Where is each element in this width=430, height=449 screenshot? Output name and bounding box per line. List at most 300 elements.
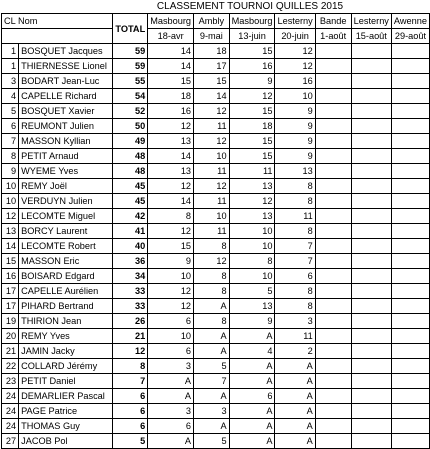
name-cell[interactable]: THIRION Jean: [19, 314, 113, 329]
score-cell[interactable]: A: [275, 374, 315, 389]
score-cell[interactable]: [351, 134, 391, 149]
score-cell[interactable]: [315, 119, 351, 134]
score-cell[interactable]: 9: [148, 254, 194, 269]
score-cell[interactable]: A: [194, 419, 230, 434]
score-cell[interactable]: 13: [275, 164, 315, 179]
score-cell[interactable]: [391, 329, 429, 344]
rank-cell[interactable]: 22: [2, 359, 19, 374]
score-cell[interactable]: [391, 419, 429, 434]
rank-cell[interactable]: 14: [2, 239, 19, 254]
rank-cell[interactable]: 24: [2, 389, 19, 404]
name-cell[interactable]: VERDUYN Julien: [19, 194, 113, 209]
score-cell[interactable]: [391, 344, 429, 359]
score-cell[interactable]: 7: [194, 374, 230, 389]
score-cell[interactable]: [315, 314, 351, 329]
header-event[interactable]: Lesterny: [275, 14, 315, 29]
score-cell[interactable]: 18: [194, 44, 230, 59]
table-row: [2, 134, 430, 149]
score-cell[interactable]: 10: [148, 329, 194, 344]
score-cell[interactable]: 9: [275, 134, 315, 149]
rank-cell[interactable]: 12: [2, 209, 19, 224]
header-row: [2, 14, 430, 29]
score-cell[interactable]: A: [229, 359, 275, 374]
score-cell[interactable]: 7: [275, 239, 315, 254]
score-cell[interactable]: [315, 44, 351, 59]
score-cell[interactable]: [391, 254, 429, 269]
score-cell[interactable]: [315, 59, 351, 74]
header-event[interactable]: Lesterny: [351, 14, 391, 29]
header-date[interactable]: 15-août: [351, 29, 391, 44]
name-cell[interactable]: BOSQUET Xavier: [19, 104, 113, 119]
score-cell[interactable]: [351, 269, 391, 284]
score-cell[interactable]: [351, 359, 391, 374]
score-cell[interactable]: A: [194, 344, 230, 359]
rank-cell[interactable]: 3: [2, 74, 19, 89]
score-cell[interactable]: [391, 74, 429, 89]
score-cell[interactable]: [391, 59, 429, 74]
score-cell[interactable]: [351, 374, 391, 389]
rank-cell[interactable]: 5: [2, 104, 19, 119]
total-cell[interactable]: 52: [113, 104, 148, 119]
score-cell[interactable]: [315, 344, 351, 359]
score-cell[interactable]: [351, 239, 391, 254]
score-cell[interactable]: [315, 194, 351, 209]
name-cell[interactable]: LECOMTE Robert: [19, 239, 113, 254]
score-cell[interactable]: 12: [194, 254, 230, 269]
score-cell[interactable]: [315, 209, 351, 224]
score-cell[interactable]: 12: [194, 179, 230, 194]
score-cell[interactable]: 9: [229, 314, 275, 329]
rank-cell[interactable]: 1: [2, 59, 19, 74]
name-cell[interactable]: COLLARD Jérémy: [19, 359, 113, 374]
header-cl-nom[interactable]: CL Nom: [2, 14, 113, 29]
total-cell[interactable]: 7: [113, 374, 148, 389]
table-row: [2, 329, 430, 344]
score-cell[interactable]: 6: [148, 344, 194, 359]
score-cell[interactable]: [315, 419, 351, 434]
header-event[interactable]: Masbourg: [148, 14, 194, 29]
score-cell[interactable]: [351, 194, 391, 209]
score-cell[interactable]: [351, 434, 391, 449]
ranking-table: [1, 13, 430, 449]
score-cell[interactable]: [391, 44, 429, 59]
score-cell[interactable]: 10: [229, 239, 275, 254]
score-cell[interactable]: [315, 299, 351, 314]
header-event[interactable]: Masbourg: [229, 14, 275, 29]
name-cell[interactable]: JACOB Pol: [19, 434, 113, 449]
score-cell[interactable]: 13: [229, 299, 275, 314]
table-row: [2, 179, 430, 194]
name-cell[interactable]: PETIT Arnaud: [19, 149, 113, 164]
name-cell[interactable]: REMY Joël: [19, 179, 113, 194]
score-cell[interactable]: 9: [275, 119, 315, 134]
score-cell[interactable]: [391, 209, 429, 224]
rank-cell[interactable]: 24: [2, 419, 19, 434]
score-cell[interactable]: 3: [148, 404, 194, 419]
score-cell[interactable]: [351, 179, 391, 194]
score-cell[interactable]: 8: [275, 284, 315, 299]
name-cell[interactable]: MASSON Kyllian: [19, 134, 113, 149]
name-cell[interactable]: PETIT Daniel: [19, 374, 113, 389]
score-cell[interactable]: 4: [229, 344, 275, 359]
name-cell[interactable]: MASSON Eric: [19, 254, 113, 269]
score-cell[interactable]: 8: [194, 284, 230, 299]
score-cell[interactable]: [315, 284, 351, 299]
score-cell[interactable]: 15: [148, 74, 194, 89]
score-cell[interactable]: A: [148, 374, 194, 389]
score-cell[interactable]: 15: [229, 134, 275, 149]
score-cell[interactable]: 10: [229, 269, 275, 284]
score-cell[interactable]: [391, 284, 429, 299]
score-cell[interactable]: [315, 239, 351, 254]
table-row: [2, 164, 430, 179]
score-cell[interactable]: 12: [148, 119, 194, 134]
score-cell[interactable]: A: [229, 419, 275, 434]
name-cell[interactable]: REUMONT Julien: [19, 119, 113, 134]
score-cell[interactable]: [351, 224, 391, 239]
score-cell[interactable]: 3: [148, 359, 194, 374]
total-cell[interactable]: 50: [113, 119, 148, 134]
score-cell[interactable]: [315, 89, 351, 104]
score-cell[interactable]: 9: [275, 149, 315, 164]
name-cell[interactable]: REMY Yves: [19, 329, 113, 344]
score-cell[interactable]: [315, 104, 351, 119]
score-cell[interactable]: [351, 299, 391, 314]
score-cell[interactable]: A: [194, 299, 230, 314]
total-cell[interactable]: 36: [113, 254, 148, 269]
name-cell[interactable]: DEMARLIER Pascal: [19, 389, 113, 404]
score-cell[interactable]: 10: [148, 269, 194, 284]
total-cell[interactable]: 6: [113, 389, 148, 404]
total-cell[interactable]: 54: [113, 89, 148, 104]
header-event[interactable]: Ambly: [194, 14, 230, 29]
name-cell[interactable]: JAMIN Jacky: [19, 344, 113, 359]
total-cell[interactable]: 12: [113, 344, 148, 359]
rank-cell[interactable]: 13: [2, 224, 19, 239]
header-date[interactable]: 9-mai: [194, 29, 230, 44]
score-cell[interactable]: 16: [275, 74, 315, 89]
total-cell[interactable]: 33: [113, 284, 148, 299]
score-cell[interactable]: 5: [194, 359, 230, 374]
score-cell[interactable]: 9: [275, 104, 315, 119]
name-cell[interactable]: BOSQUET Jacques: [19, 44, 113, 59]
header-date[interactable]: 1-août: [315, 29, 351, 44]
score-cell[interactable]: [391, 299, 429, 314]
score-cell[interactable]: [391, 314, 429, 329]
score-cell[interactable]: 11: [229, 164, 275, 179]
name-cell[interactable]: BORCY Laurent: [19, 224, 113, 239]
score-cell[interactable]: A: [229, 404, 275, 419]
rank-cell[interactable]: 8: [2, 149, 19, 164]
score-cell[interactable]: 11: [275, 209, 315, 224]
score-cell[interactable]: 8: [148, 209, 194, 224]
score-cell[interactable]: [351, 314, 391, 329]
score-cell[interactable]: 15: [194, 74, 230, 89]
score-cell[interactable]: 8: [194, 269, 230, 284]
rank-cell[interactable]: 19: [2, 314, 19, 329]
score-cell[interactable]: 16: [229, 59, 275, 74]
score-cell[interactable]: [391, 134, 429, 149]
score-cell[interactable]: 7: [275, 254, 315, 269]
name-cell[interactable]: BOISARD Edgard: [19, 269, 113, 284]
score-cell[interactable]: 8: [194, 239, 230, 254]
total-cell[interactable]: 6: [113, 419, 148, 434]
total-cell[interactable]: 45: [113, 179, 148, 194]
name-cell[interactable]: CAPELLE Richard: [19, 89, 113, 104]
rank-cell[interactable]: 6: [2, 119, 19, 134]
name-cell[interactable]: LECOMTE Miguel: [19, 209, 113, 224]
score-cell[interactable]: [391, 179, 429, 194]
score-cell[interactable]: [351, 389, 391, 404]
score-cell[interactable]: [391, 224, 429, 239]
score-cell[interactable]: [391, 404, 429, 419]
score-cell[interactable]: [351, 329, 391, 344]
rank-cell[interactable]: 17: [2, 284, 19, 299]
score-cell[interactable]: 10: [194, 209, 230, 224]
score-cell[interactable]: [315, 269, 351, 284]
score-cell[interactable]: [391, 434, 429, 449]
score-cell[interactable]: [315, 359, 351, 374]
rank-cell[interactable]: 16: [2, 269, 19, 284]
score-cell[interactable]: [351, 119, 391, 134]
score-cell[interactable]: 3: [194, 404, 230, 419]
score-cell[interactable]: 15: [229, 149, 275, 164]
rank-cell[interactable]: 1: [2, 44, 19, 59]
score-cell[interactable]: [391, 359, 429, 374]
name-cell[interactable]: CAPELLE Aurélien: [19, 284, 113, 299]
score-cell[interactable]: 15: [148, 239, 194, 254]
score-cell[interactable]: A: [229, 374, 275, 389]
score-cell[interactable]: [315, 254, 351, 269]
score-cell[interactable]: 6: [275, 269, 315, 284]
name-cell[interactable]: THIERNESSE Lionel: [19, 59, 113, 74]
score-cell[interactable]: A: [275, 359, 315, 374]
score-cell[interactable]: [391, 119, 429, 134]
total-cell[interactable]: 26: [113, 314, 148, 329]
score-cell[interactable]: 8: [194, 314, 230, 329]
score-cell[interactable]: [351, 284, 391, 299]
score-cell[interactable]: A: [229, 329, 275, 344]
rank-cell[interactable]: 15: [2, 254, 19, 269]
score-cell[interactable]: A: [148, 434, 194, 449]
total-cell[interactable]: 41: [113, 224, 148, 239]
total-cell[interactable]: 48: [113, 149, 148, 164]
score-cell[interactable]: 15: [229, 104, 275, 119]
score-cell[interactable]: 6: [229, 389, 275, 404]
score-cell[interactable]: 11: [194, 119, 230, 134]
score-cell[interactable]: 13: [229, 179, 275, 194]
score-cell[interactable]: 3: [275, 314, 315, 329]
header-date[interactable]: 13-juin: [229, 29, 275, 44]
score-cell[interactable]: 8: [275, 179, 315, 194]
rank-cell[interactable]: 23: [2, 374, 19, 389]
score-cell[interactable]: 12: [194, 104, 230, 119]
score-cell[interactable]: 14: [148, 149, 194, 164]
score-cell[interactable]: A: [194, 389, 230, 404]
score-cell[interactable]: 10: [229, 224, 275, 239]
score-cell[interactable]: 14: [194, 89, 230, 104]
score-cell[interactable]: A: [148, 389, 194, 404]
rank-cell[interactable]: 27: [2, 434, 19, 449]
name-cell[interactable]: PIHARD Bertrand: [19, 299, 113, 314]
score-cell[interactable]: 8: [275, 194, 315, 209]
total-cell[interactable]: 55: [113, 74, 148, 89]
score-cell[interactable]: A: [229, 434, 275, 449]
score-cell[interactable]: [391, 374, 429, 389]
score-cell[interactable]: A: [275, 404, 315, 419]
score-cell[interactable]: 11: [194, 194, 230, 209]
score-cell[interactable]: [315, 434, 351, 449]
header-date[interactable]: 29-août: [391, 29, 429, 44]
score-cell[interactable]: [315, 179, 351, 194]
score-cell[interactable]: [315, 329, 351, 344]
rank-cell[interactable]: 9: [2, 164, 19, 179]
total-cell[interactable]: 49: [113, 134, 148, 149]
table-row: [2, 89, 430, 104]
score-cell[interactable]: 12: [229, 89, 275, 104]
table-row: [2, 284, 430, 299]
score-cell[interactable]: 12: [148, 284, 194, 299]
score-cell[interactable]: 13: [148, 134, 194, 149]
total-cell[interactable]: 21: [113, 329, 148, 344]
score-cell[interactable]: 13: [148, 164, 194, 179]
rank-cell[interactable]: 17: [2, 299, 19, 314]
header-total[interactable]: TOTAL: [113, 14, 148, 44]
score-cell[interactable]: 6: [148, 314, 194, 329]
score-cell[interactable]: 12: [148, 299, 194, 314]
score-cell[interactable]: [351, 419, 391, 434]
score-cell[interactable]: [391, 164, 429, 179]
score-cell[interactable]: [351, 254, 391, 269]
score-cell[interactable]: [315, 149, 351, 164]
rank-cell[interactable]: 10: [2, 179, 19, 194]
score-cell[interactable]: 5: [194, 434, 230, 449]
score-cell[interactable]: 11: [194, 164, 230, 179]
header-event[interactable]: Bande: [315, 14, 351, 29]
rank-cell[interactable]: 24: [2, 404, 19, 419]
score-cell[interactable]: A: [194, 329, 230, 344]
table-row: [2, 149, 430, 164]
header-event[interactable]: Awenne: [391, 14, 429, 29]
header-date[interactable]: 18-avr: [148, 29, 194, 44]
score-cell[interactable]: [315, 74, 351, 89]
score-cell[interactable]: [391, 269, 429, 284]
total-cell[interactable]: 34: [113, 269, 148, 284]
score-cell[interactable]: 14: [148, 59, 194, 74]
total-cell[interactable]: 6: [113, 404, 148, 419]
score-cell[interactable]: [391, 104, 429, 119]
total-cell[interactable]: 45: [113, 194, 148, 209]
score-cell[interactable]: [351, 149, 391, 164]
score-cell[interactable]: 15: [229, 44, 275, 59]
name-cell[interactable]: PAGE Patrice: [19, 404, 113, 419]
score-cell[interactable]: 2: [275, 344, 315, 359]
score-cell[interactable]: [315, 374, 351, 389]
total-cell[interactable]: 42: [113, 209, 148, 224]
total-cell[interactable]: 48: [113, 164, 148, 179]
table-row: [2, 269, 430, 284]
total-cell[interactable]: 8: [113, 359, 148, 374]
score-cell[interactable]: [351, 104, 391, 119]
header-blank-cell[interactable]: [2, 29, 113, 44]
score-cell[interactable]: [351, 59, 391, 74]
score-cell[interactable]: 9: [229, 74, 275, 89]
score-cell[interactable]: 12: [148, 179, 194, 194]
total-cell[interactable]: 59: [113, 44, 148, 59]
table-row: [2, 59, 430, 74]
score-cell[interactable]: 12: [229, 194, 275, 209]
score-cell[interactable]: 18: [229, 119, 275, 134]
score-cell[interactable]: 14: [148, 194, 194, 209]
score-cell[interactable]: [391, 389, 429, 404]
total-cell[interactable]: 33: [113, 299, 148, 314]
score-cell[interactable]: 5: [229, 284, 275, 299]
score-cell[interactable]: [351, 89, 391, 104]
score-cell[interactable]: [391, 239, 429, 254]
score-cell[interactable]: 13: [229, 209, 275, 224]
score-cell[interactable]: 8: [229, 254, 275, 269]
score-cell[interactable]: [315, 389, 351, 404]
score-cell[interactable]: [315, 134, 351, 149]
score-cell[interactable]: [351, 74, 391, 89]
score-cell[interactable]: [391, 149, 429, 164]
score-cell[interactable]: [351, 404, 391, 419]
rank-cell[interactable]: 7: [2, 134, 19, 149]
table-row: [2, 434, 430, 449]
rank-cell[interactable]: 10: [2, 194, 19, 209]
name-cell[interactable]: BODART Jean-Luc: [19, 74, 113, 89]
score-cell[interactable]: [351, 44, 391, 59]
table-row: [2, 374, 430, 389]
score-cell[interactable]: A: [275, 434, 315, 449]
total-cell[interactable]: 59: [113, 59, 148, 74]
score-cell[interactable]: [391, 194, 429, 209]
name-cell[interactable]: WYEME Yves: [19, 164, 113, 179]
rank-cell[interactable]: 21: [2, 344, 19, 359]
header-date[interactable]: 20-juin: [275, 29, 315, 44]
score-cell[interactable]: [391, 89, 429, 104]
score-cell[interactable]: [315, 224, 351, 239]
score-cell[interactable]: 12: [275, 59, 315, 74]
score-cell[interactable]: 11: [275, 329, 315, 344]
score-cell[interactable]: 10: [194, 149, 230, 164]
score-cell[interactable]: 17: [194, 59, 230, 74]
rank-cell[interactable]: 20: [2, 329, 19, 344]
score-cell[interactable]: 8: [275, 299, 315, 314]
score-cell[interactable]: [315, 404, 351, 419]
score-cell[interactable]: 18: [148, 89, 194, 104]
score-cell[interactable]: 10: [275, 89, 315, 104]
score-cell[interactable]: 12: [194, 134, 230, 149]
score-cell[interactable]: A: [275, 419, 315, 434]
total-cell[interactable]: 40: [113, 239, 148, 254]
score-cell[interactable]: 12: [275, 44, 315, 59]
score-cell[interactable]: 16: [148, 104, 194, 119]
score-cell[interactable]: 6: [148, 419, 194, 434]
score-cell[interactable]: [315, 164, 351, 179]
name-cell[interactable]: THOMAS Guy: [19, 419, 113, 434]
score-cell[interactable]: A: [275, 389, 315, 404]
total-cell[interactable]: 5: [113, 434, 148, 449]
rank-cell[interactable]: 4: [2, 89, 19, 104]
score-cell[interactable]: 12: [148, 224, 194, 239]
score-cell[interactable]: 11: [194, 224, 230, 239]
score-cell[interactable]: [351, 209, 391, 224]
score-cell[interactable]: [351, 164, 391, 179]
score-cell[interactable]: 14: [148, 44, 194, 59]
score-cell[interactable]: 8: [275, 224, 315, 239]
score-cell[interactable]: [351, 344, 391, 359]
